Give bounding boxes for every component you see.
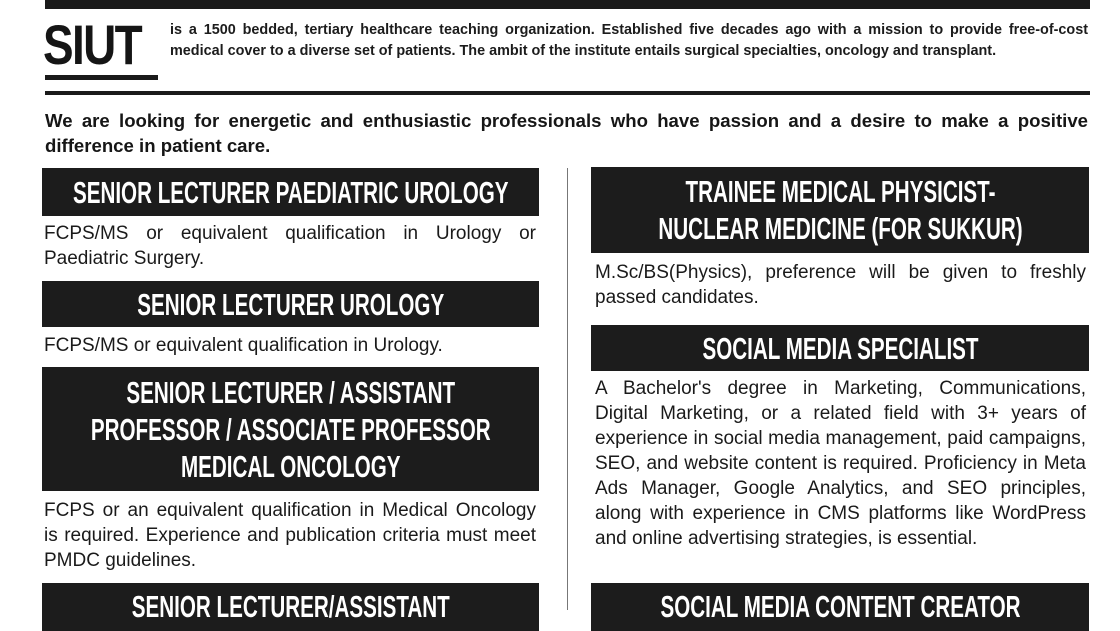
job-description: A Bachelor's degree in Marketing, Communications, Digital Marketing, or a related field with 3+ years of experience in social media management, paid campaigns, SEO, and website content is required. Proficiency in Meta Ads Manager, Google Analytics, and SEO principles, along with experience in CMS platforms like WordPress and online advertising strategies, is essential. bbox=[595, 378, 1086, 549]
section-divider bbox=[45, 91, 1090, 95]
logo-text: SIUT bbox=[43, 13, 142, 76]
lead-text: We are looking for energetic and enthusiastic professionals who have passion and a desire to make a positive difference in patient care. bbox=[45, 110, 1088, 156]
job-description: FCPS or an equivalent qualification in Medical Oncology is required. Experience and publication criteria must meet PMDC guidelines. bbox=[44, 500, 536, 571]
top-rule bbox=[45, 0, 1090, 9]
job-title-senior-lecturer-urology bbox=[42, 281, 539, 327]
intro-text: is a 1500 bedded, tertiary healthcare teaching organization. Established five decades ago with a mission to provide free-of-cost medical cover to a diverse set of patients. The ambit of the institute entails surgical specialties, oncology and transplant. bbox=[170, 22, 1088, 59]
job-description: FCPS/MS or equivalent qualification in Urology. bbox=[44, 335, 443, 356]
job-title-medical-oncology bbox=[42, 367, 539, 491]
job-description: FCPS/MS or equivalent qualification in Urology or Paediatric Surgery. bbox=[44, 223, 536, 269]
job-title-senior-lecturer-assistant bbox=[42, 583, 539, 631]
job-title-social-media-specialist bbox=[591, 325, 1089, 371]
job-description: M.Sc/BS(Physics), preference will be given to freshly passed candidates. bbox=[595, 262, 1086, 308]
column-divider bbox=[567, 168, 568, 610]
job-title-text: SENIOR LECTURER PAEDIATRIC UROLOGY bbox=[72, 174, 509, 210]
job-title-text: SOCIAL MEDIA CONTENT CREATOR bbox=[659, 589, 1021, 624]
job-title-text: SENIOR LECTURER / ASSISTANT PROFESSOR / ASSOCIATE PROFESSOR MEDICAL ONCOLOGY bbox=[90, 374, 491, 484]
siut-logo bbox=[43, 13, 158, 80]
job-title-social-media-content-creator bbox=[591, 583, 1089, 631]
job-title-senior-lecturer-paediatric-urology bbox=[42, 168, 539, 216]
job-title-trainee-medical-physicist bbox=[591, 167, 1089, 253]
job-title-text: SENIOR LECTURER UROLOGY bbox=[137, 286, 444, 322]
job-title-text: TRAINEE MEDICAL PHYSICIST- NUCLEAR MEDICINE (FOR SUKKUR) bbox=[657, 174, 1023, 246]
job-title-text: SENIOR LECTURER/ASSISTANT bbox=[131, 589, 450, 624]
job-title-text: SOCIAL MEDIA SPECIALIST bbox=[701, 330, 979, 366]
